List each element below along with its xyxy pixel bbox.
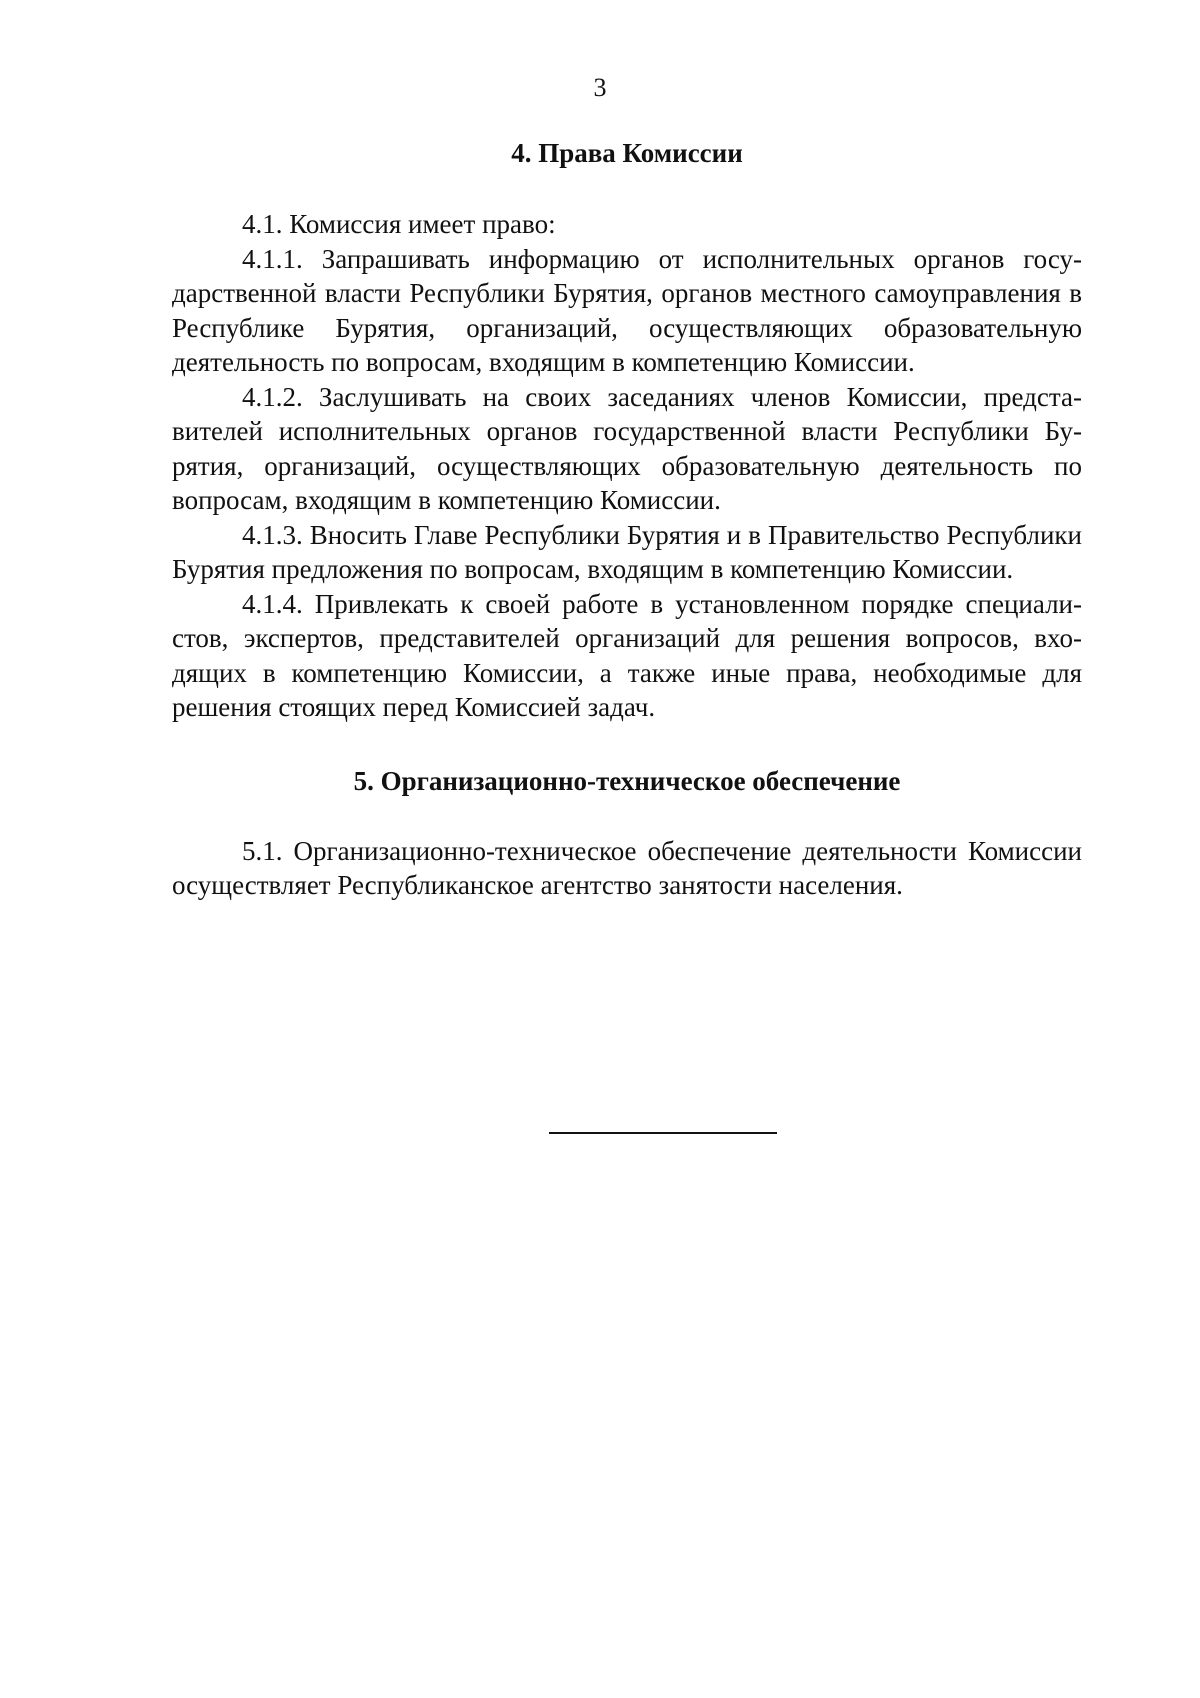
clause-4-1-1: 4.1.1. Запрашивать информацию от исполнительных органов государственной власти Республики Бурятия, органов местного самоуправления в Республике Бурятия, организаций, осуществляющих образовательную деятельность по вопросам, входящим в компетенцию Комиссии. <box>172 243 1082 377</box>
end-separator-line <box>549 1132 777 1134</box>
clause-4-1: 4.1. Комиссия имеет право: <box>242 209 556 239</box>
page-number: 3 <box>593 73 607 102</box>
document-body <box>172 136 1082 903</box>
section-4-heading: 4. Права Комиссии <box>511 138 743 168</box>
section-5-heading: 5. Организационно-техническое обеспечение <box>353 765 901 796</box>
clause-5-1: 5.1. Организационно-техническое обеспечение деятельности Комиссии осуществляет Республиканское агентство занятости населения. <box>172 835 1082 900</box>
clause-4-1-4: 4.1.4. Привлекать к своей работе в установленном порядке специалистов, экспертов, представителей организаций для решения вопросов, входящих в компетенцию Комиссии, а также иные права, необходимые для решения стоящих перед Комиссией задач. <box>172 588 1082 722</box>
clause-4-1-3: 4.1.3. Вносить Главе Республики Бурятия и в Правительство Республики Бурятия предложения по вопросам, входящим в компетенцию Комиссии. <box>172 519 1082 584</box>
clause-4-1-2: 4.1.2. Заслушивать на своих заседаниях членов Комиссии, представителей исполнительных органов государственной власти Республики Бурятия, организаций, осуществляющих образовательную деятельность по вопросам, входящим в компетенцию Комиссии. <box>172 381 1082 515</box>
